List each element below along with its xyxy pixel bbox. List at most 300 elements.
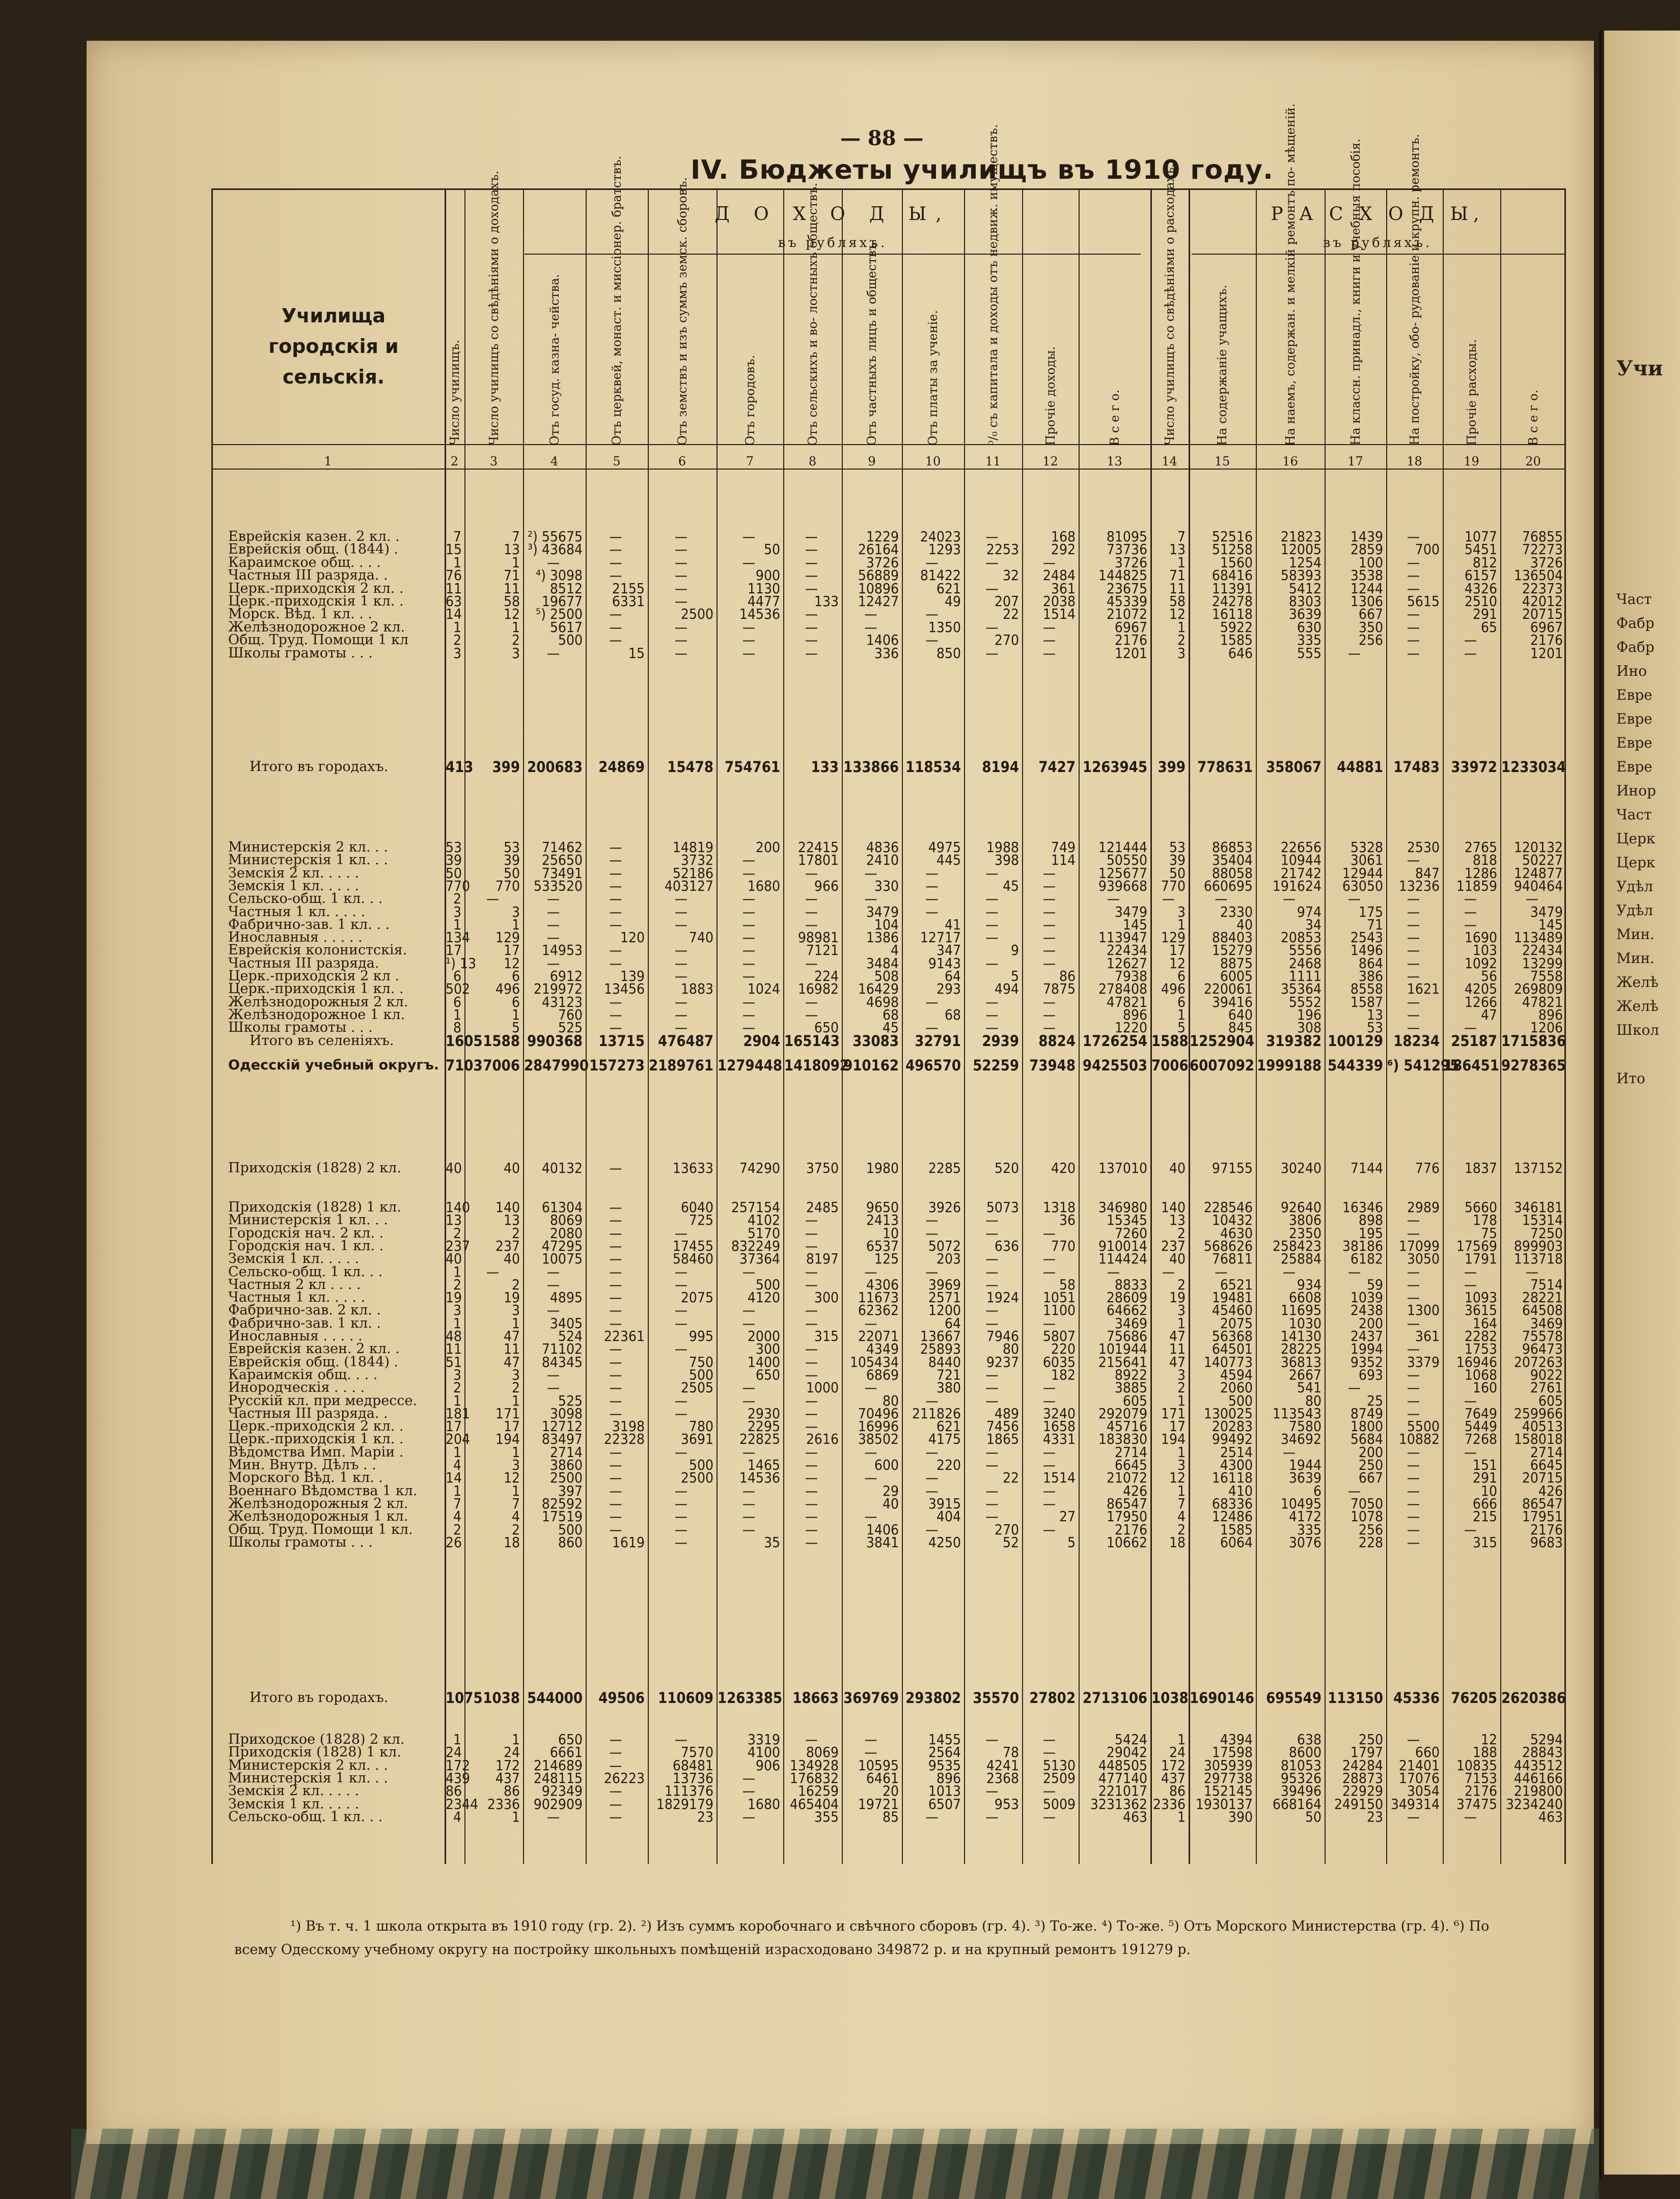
table-cell: 7268 bbox=[1464, 1431, 1497, 1448]
table-cell: — bbox=[1042, 1392, 1056, 1409]
table-cell: 58 bbox=[1059, 1276, 1076, 1293]
table-cell: 74290 bbox=[739, 1160, 780, 1176]
table-cell: 256 bbox=[1358, 631, 1383, 649]
row-label: Частныя 1 кл. . . . . bbox=[228, 903, 366, 920]
table-cell: 7946 bbox=[986, 1328, 1019, 1344]
table-cell: — bbox=[925, 903, 939, 920]
table-cell: 496 bbox=[495, 980, 520, 998]
table-cell: 770 bbox=[1051, 1237, 1076, 1254]
table-cell: — bbox=[742, 864, 756, 882]
table-cell: 114424 bbox=[1098, 1250, 1147, 1268]
table-cell: 72273 bbox=[1522, 541, 1563, 558]
table-cell: — bbox=[609, 1405, 622, 1422]
table-cell: 410 bbox=[1228, 1482, 1253, 1499]
table-cell: 13236 bbox=[1398, 877, 1440, 894]
table-cell: — bbox=[985, 1212, 999, 1229]
table-cell: 28225 bbox=[1280, 1340, 1321, 1358]
table-cell: — bbox=[742, 968, 756, 984]
table-cell: — bbox=[609, 1482, 622, 1499]
table-cell: 3639 bbox=[1288, 606, 1321, 623]
header-rule bbox=[1192, 254, 1566, 255]
row-label: Земскія 1 кл. . . . . bbox=[228, 877, 360, 894]
table-cell: 4 bbox=[453, 1808, 461, 1825]
table-cell: — bbox=[546, 644, 560, 662]
table-cell: 98981 bbox=[797, 929, 839, 946]
table-cell: — bbox=[925, 1224, 939, 1242]
table-cell: 14536 bbox=[739, 1469, 780, 1487]
table-cell: — bbox=[925, 864, 939, 882]
table-cell: 2 bbox=[1177, 1276, 1186, 1293]
table-cell: 2616 bbox=[806, 1431, 839, 1448]
table-cell: 39 bbox=[503, 851, 520, 869]
table-cell: 7427 bbox=[1038, 758, 1076, 776]
table-cell: 11 bbox=[446, 580, 462, 597]
table-cell: 2 bbox=[453, 1276, 461, 1293]
table-cell: 1 bbox=[511, 1314, 520, 1332]
row-label: Военнаго Вѣдомства 1 кл. bbox=[228, 1482, 418, 1499]
row-label: Инославныя . . . . . bbox=[228, 929, 363, 946]
table-cell: — bbox=[609, 1782, 622, 1800]
table-cell: 7570 bbox=[680, 1744, 713, 1761]
table-cell: 21401 bbox=[1398, 1756, 1440, 1774]
table-cell: 50550 bbox=[1106, 851, 1147, 869]
table-cell: — bbox=[609, 1508, 622, 1525]
table-cell: — bbox=[674, 968, 688, 984]
table-cell: — bbox=[1407, 1289, 1420, 1306]
table-cell: 2859 bbox=[1350, 541, 1383, 558]
table-cell: — bbox=[609, 631, 622, 649]
table-cell: — bbox=[925, 1392, 939, 1409]
column-header-label: На постройку, обо- рудованіе и крупн. ремонтъ. bbox=[1407, 134, 1422, 446]
table-cell: — bbox=[1407, 890, 1420, 908]
table-cell: — bbox=[674, 890, 688, 908]
column-header-7 bbox=[717, 257, 783, 446]
table-cell: — bbox=[1407, 644, 1420, 662]
table-cell: 120132 bbox=[1513, 839, 1563, 856]
table-cell: — bbox=[609, 1276, 622, 1293]
table-cell: 1 bbox=[511, 1731, 520, 1748]
table-cell: 6461 bbox=[866, 1769, 899, 1786]
table-cell: 5 bbox=[1010, 968, 1019, 984]
row-label: Фабрично-зав. 1 кл. . bbox=[228, 1315, 381, 1331]
table-cell: — bbox=[674, 644, 688, 662]
table-cell: 4630 bbox=[1220, 1224, 1253, 1242]
next-page-fragment: Удѣл bbox=[1616, 878, 1654, 895]
table-cell: — bbox=[805, 644, 818, 662]
next-page-fragment: Евре bbox=[1616, 734, 1653, 751]
table-cell: — bbox=[1042, 890, 1056, 908]
table-row bbox=[0, 646, 1579, 661]
table-cell: 2060 bbox=[1220, 1379, 1253, 1396]
table-cell: 83497 bbox=[541, 1431, 583, 1448]
table-cell: 3615 bbox=[1464, 1302, 1497, 1319]
table-cell: — bbox=[1347, 1379, 1361, 1396]
table-cell: — bbox=[674, 1482, 688, 1499]
table-cell: 2075 bbox=[680, 1289, 713, 1306]
table-cell: — bbox=[1215, 890, 1228, 908]
table-cell: 17099 bbox=[1398, 1237, 1440, 1254]
table-cell: — bbox=[805, 631, 818, 649]
table-cell: — bbox=[742, 1782, 756, 1800]
table-cell: — bbox=[1407, 1379, 1420, 1396]
row-label: Общ. Труд. Помощи 1 кл bbox=[228, 632, 409, 648]
table-cell: — bbox=[805, 1495, 818, 1512]
table-cell: 8512 bbox=[549, 580, 583, 597]
table-cell: 270 bbox=[994, 1521, 1019, 1538]
table-cell: — bbox=[609, 541, 622, 558]
table-cell: 3198 bbox=[612, 1418, 645, 1435]
table-cell: 29 bbox=[882, 1482, 899, 1499]
table-cell: — bbox=[1407, 618, 1420, 636]
table-cell: 845 bbox=[1228, 1019, 1253, 1036]
table-cell: — bbox=[674, 903, 688, 920]
table-cell: 19 bbox=[446, 1289, 462, 1306]
table-cell: — bbox=[1042, 1443, 1056, 1461]
table-cell: 34 bbox=[1305, 916, 1321, 933]
row-label: Мин. Внутр. Дѣлъ . . bbox=[228, 1457, 376, 1473]
table-cell: 248115 bbox=[533, 1769, 583, 1786]
table-cell: 2 bbox=[1177, 1379, 1186, 1396]
table-cell: 369769 bbox=[843, 1689, 899, 1707]
table-cell: 533520 bbox=[533, 877, 583, 894]
table-cell: 1406 bbox=[866, 631, 899, 649]
table-cell: — bbox=[742, 1808, 756, 1825]
table-cell: 17076 bbox=[1398, 1769, 1440, 1786]
table-cell: 28221 bbox=[1522, 1289, 1563, 1306]
table-cell: 1726254 bbox=[1082, 1032, 1147, 1050]
table-cell: 7250 bbox=[1530, 1224, 1563, 1242]
table-cell: 8749 bbox=[1350, 1405, 1383, 1422]
table-cell: 910014 bbox=[1098, 1237, 1147, 1254]
table-cell: 1924 bbox=[986, 1289, 1019, 1306]
table-cell: 2075 bbox=[1220, 1314, 1253, 1332]
table-cell: 349314 bbox=[1390, 1795, 1440, 1812]
table-cell: 776 bbox=[1415, 1160, 1440, 1176]
table-cell: 3 bbox=[511, 1456, 520, 1473]
table-cell: — bbox=[609, 1495, 622, 1512]
table-cell: 1 bbox=[453, 1263, 461, 1280]
table-cell: 49506 bbox=[598, 1689, 645, 1707]
table-cell: — bbox=[742, 644, 756, 662]
table-cell: 847 bbox=[1415, 864, 1440, 882]
column-number: 15 bbox=[1214, 454, 1230, 469]
next-page-fragment: Евре bbox=[1616, 686, 1653, 703]
table-cell: 10 bbox=[882, 1224, 899, 1242]
table-cell: 26 bbox=[446, 1533, 462, 1551]
table-cell: 84345 bbox=[541, 1353, 583, 1370]
table-cell: 76205 bbox=[1451, 1689, 1497, 1707]
table-cell: — bbox=[864, 1314, 877, 1332]
table-cell: 171 bbox=[495, 1405, 520, 1422]
table-cell: — bbox=[742, 1521, 756, 1538]
table-cell: 21072 bbox=[1106, 606, 1147, 623]
table-cell: 1318 bbox=[1042, 1199, 1076, 1216]
table-cell: 500 bbox=[558, 631, 583, 649]
table-cell: 134928 bbox=[789, 1756, 839, 1774]
column-header-label: ⁰/₀ съ капитала и доходы отъ недвиж. имуществъ. bbox=[986, 124, 1000, 446]
table-cell: — bbox=[742, 1482, 756, 1499]
table-cell: 219800 bbox=[1513, 1782, 1563, 1800]
table-cell: — bbox=[742, 528, 756, 545]
table-cell: 17950 bbox=[1106, 1508, 1147, 1525]
table-cell: — bbox=[1042, 1314, 1056, 1332]
table-cell: 11 bbox=[503, 580, 520, 597]
table-cell: 7 bbox=[453, 1495, 461, 1512]
table-cell: 9237 bbox=[986, 1353, 1019, 1370]
table-cell: — bbox=[546, 1276, 560, 1293]
table-cell: 68416 bbox=[1211, 567, 1253, 584]
table-cell: — bbox=[609, 890, 622, 908]
table-cell: 5807 bbox=[1042, 1328, 1076, 1344]
table-cell: — bbox=[486, 1263, 500, 1280]
table-cell: 97155 bbox=[1211, 1160, 1253, 1176]
table-cell: 1350 bbox=[928, 618, 961, 636]
table-cell: — bbox=[742, 954, 756, 972]
table-cell: 940464 bbox=[1513, 877, 1563, 894]
table-cell: — bbox=[1042, 1263, 1056, 1280]
table-cell: 47 bbox=[1169, 1328, 1186, 1344]
table-cell: 860 bbox=[558, 1533, 583, 1551]
table-cell: 111376 bbox=[664, 1782, 713, 1800]
table-cell: 85 bbox=[882, 1808, 899, 1825]
table-cell: 45339 bbox=[1106, 593, 1147, 610]
table-cell: 188 bbox=[1472, 1744, 1497, 1761]
table-cell: — bbox=[674, 554, 688, 571]
table-cell: 3379 bbox=[1407, 1353, 1440, 1370]
table-cell: 500 bbox=[1228, 1392, 1253, 1409]
column-header-6 bbox=[648, 177, 717, 446]
footnote-line-1: ¹) Въ т. ч. 1 школа открыта въ 1910 году (гр. 2). ²) Изъ суммъ коробочнаго и свѣчного сборовъ (гр. 4). ³) То-же. ⁴) То-же. ⁵) Отъ Морского Министерства (гр. 4). ⁶) По bbox=[290, 1918, 1490, 1934]
table-cell: 47 bbox=[1480, 1006, 1497, 1023]
table-cell: — bbox=[674, 916, 688, 933]
table-cell: — bbox=[609, 1160, 622, 1176]
table-cell: — bbox=[925, 554, 939, 571]
table-cell: 130025 bbox=[1203, 1405, 1253, 1422]
table-cell: 2176 bbox=[1464, 1782, 1497, 1800]
table-cell: 182 bbox=[1051, 1366, 1076, 1383]
row-label: Приходское (1828) 2 кл. bbox=[228, 1731, 405, 1747]
footnote-line-2: всему Одесскому учебному округу на постройку школьныхъ помѣщеній израсходовано 349872 р. и на крупный ремонтъ 191279 р. bbox=[234, 1942, 1191, 1958]
table-cell: 646 bbox=[1228, 644, 1253, 662]
table-cell: 2 bbox=[511, 631, 520, 649]
table-cell: 38186 bbox=[1342, 1237, 1383, 1254]
table-cell: 910162 bbox=[843, 1057, 899, 1074]
table-cell: 4 bbox=[1177, 1508, 1186, 1525]
table-cell: 11673 bbox=[858, 1289, 899, 1306]
table-cell: 81422 bbox=[920, 567, 961, 584]
table-cell: 183830 bbox=[1098, 1431, 1147, 1448]
table-cell: — bbox=[674, 1508, 688, 1525]
row-label: Земскія 1 кл. . . . . bbox=[228, 1251, 360, 1267]
table-cell: 476487 bbox=[658, 1032, 713, 1050]
table-cell: 2510 bbox=[1464, 593, 1497, 610]
table-cell: 12427 bbox=[858, 593, 899, 610]
table-cell: 2000 bbox=[747, 1328, 780, 1344]
table-cell: — bbox=[674, 528, 688, 545]
table-cell: 900 bbox=[755, 567, 780, 584]
table-cell: — bbox=[925, 1469, 939, 1487]
table-cell: — bbox=[742, 1019, 756, 1036]
table-cell: — bbox=[805, 1456, 818, 1473]
table-cell: — bbox=[1464, 1392, 1477, 1409]
table-cell: 9352 bbox=[1350, 1353, 1383, 1370]
table-cell: 8303 bbox=[1288, 593, 1321, 610]
table-cell: 3926 bbox=[928, 1199, 961, 1216]
table-cell: 2939 bbox=[982, 1032, 1019, 1050]
table-cell: — bbox=[1282, 890, 1296, 908]
table-cell: 660695 bbox=[1203, 877, 1253, 894]
column-number: 10 bbox=[925, 454, 941, 469]
table-cell: 1 bbox=[1177, 916, 1186, 933]
table-cell: 896 bbox=[1538, 1006, 1563, 1023]
table-cell: 465404 bbox=[789, 1795, 839, 1812]
table-cell: 1 bbox=[511, 1482, 520, 1499]
table-cell: — bbox=[864, 618, 877, 636]
table-cell: 7580 bbox=[1288, 1418, 1321, 1435]
table-cell: 1829179 bbox=[656, 1795, 713, 1812]
table-cell: — bbox=[609, 606, 622, 623]
table-cell: 500 bbox=[688, 1456, 713, 1473]
table-cell: 145 bbox=[1122, 916, 1147, 933]
table-cell: 52259 bbox=[973, 1057, 1019, 1074]
table-cell: 1 bbox=[453, 554, 461, 571]
table-cell: 5328 bbox=[1350, 839, 1383, 856]
table-cell: 9022 bbox=[1530, 1366, 1563, 1383]
table-cell: 8440 bbox=[928, 1353, 961, 1370]
table-cell: — bbox=[546, 554, 560, 571]
table-cell: 330 bbox=[874, 877, 899, 894]
table-cell: 140773 bbox=[1203, 1353, 1253, 1370]
table-cell: 4975 bbox=[928, 839, 961, 856]
column-header-18 bbox=[1386, 134, 1443, 446]
table-cell: — bbox=[925, 631, 939, 649]
table-cell: 68481 bbox=[672, 1756, 713, 1774]
table-cell: 1994 bbox=[1350, 1340, 1383, 1358]
table-cell: 12486 bbox=[1211, 1508, 1253, 1525]
table-cell: 99492 bbox=[1211, 1431, 1253, 1448]
table-cell: 404 bbox=[936, 1508, 961, 1525]
table-cell: 3726 bbox=[1530, 554, 1563, 571]
table-cell: 219972 bbox=[533, 980, 583, 998]
table-cell: 1038 bbox=[1151, 1689, 1189, 1707]
table-cell: 37364 bbox=[739, 1250, 780, 1268]
table-cell: 47295 bbox=[541, 1237, 583, 1254]
table-cell: 636 bbox=[994, 1237, 1019, 1254]
table-cell: 125 bbox=[874, 1250, 899, 1268]
table-cell: 258423 bbox=[1272, 1237, 1321, 1254]
table-cell: — bbox=[985, 1456, 999, 1473]
column-number: 19 bbox=[1464, 454, 1479, 469]
table-cell: 18 bbox=[1169, 1533, 1186, 1551]
table-cell: 124877 bbox=[1513, 864, 1563, 882]
table-cell: — bbox=[609, 1731, 622, 1748]
table-cell: 2413 bbox=[866, 1212, 899, 1229]
table-cell: 120 bbox=[620, 929, 645, 946]
table-cell: 850 bbox=[936, 644, 961, 662]
table-cell: 133866 bbox=[843, 758, 899, 776]
table-cell: 22071 bbox=[858, 1328, 899, 1344]
table-cell: — bbox=[1162, 1263, 1175, 1280]
table-cell: — bbox=[742, 618, 756, 636]
table-cell: 7121 bbox=[806, 942, 839, 959]
table-cell: 740 bbox=[688, 929, 713, 946]
table-cell: — bbox=[742, 1443, 756, 1461]
table-cell: 1 bbox=[453, 1482, 461, 1499]
table-cell: 152145 bbox=[1203, 1782, 1253, 1800]
table-cell: 17455 bbox=[672, 1237, 713, 1254]
table-cell: 14130 bbox=[1280, 1328, 1321, 1344]
next-page-fragment: Фабр bbox=[1616, 615, 1655, 631]
column-header-label: Число училищъ со свѣдѣніями о доходахъ. bbox=[486, 171, 501, 446]
table-cell: — bbox=[985, 554, 999, 571]
table-cell: 7050 bbox=[1350, 1495, 1383, 1512]
table-cell: — bbox=[1042, 1521, 1056, 1538]
table-cell: — bbox=[985, 890, 999, 908]
row-label: Желѣзнодорожныя 2 кл. bbox=[228, 1495, 408, 1511]
table-cell: 541 bbox=[1297, 1379, 1321, 1396]
table-cell: — bbox=[1407, 851, 1420, 869]
table-cell: 6064 bbox=[1220, 1533, 1253, 1551]
table-cell: — bbox=[609, 1289, 622, 1306]
table-cell: 28843 bbox=[1522, 1744, 1563, 1761]
table-cell: 1201 bbox=[1114, 644, 1147, 662]
table-cell: — bbox=[609, 1199, 622, 1216]
table-cell: — bbox=[985, 1443, 999, 1461]
next-page-fragment: Част bbox=[1616, 806, 1652, 823]
table-cell: 104 bbox=[874, 916, 899, 933]
table-cell: 35570 bbox=[973, 1689, 1019, 1707]
table-cell: — bbox=[1042, 554, 1056, 571]
table-cell: — bbox=[1464, 916, 1477, 933]
table-cell: 1038 bbox=[483, 1689, 520, 1707]
table-cell: — bbox=[546, 890, 560, 908]
table-cell: — bbox=[609, 839, 622, 856]
table-cell: 1514 bbox=[1042, 1469, 1076, 1487]
table-cell: 76 bbox=[446, 567, 462, 584]
table-cell: 2410 bbox=[866, 851, 899, 869]
table-cell: 2344 bbox=[446, 1795, 479, 1812]
row-label: Фабрично-зав. 2 кл. . bbox=[228, 1302, 381, 1318]
table-cell: 68 bbox=[882, 1006, 899, 1023]
row-label: Частныя III разряда. . bbox=[228, 567, 388, 584]
table-cell: 2509 bbox=[1042, 1769, 1076, 1786]
table-cell: 1 bbox=[453, 618, 461, 636]
table-cell: 1293 bbox=[928, 541, 961, 558]
next-page-strip bbox=[1604, 31, 1680, 2175]
table-cell: — bbox=[674, 1224, 688, 1242]
table-cell: 11 bbox=[503, 1340, 520, 1358]
table-cell: 3 bbox=[1177, 1302, 1186, 1319]
row-label: Земскія 2 кл. . . . . bbox=[228, 865, 360, 881]
table-cell: — bbox=[1464, 1276, 1477, 1293]
table-cell: 355 bbox=[814, 1808, 839, 1825]
table-cell: — bbox=[1042, 916, 1056, 933]
table-cell: 207263 bbox=[1513, 1353, 1563, 1370]
table-cell: 974 bbox=[1297, 903, 1321, 920]
table-cell: 52 bbox=[1002, 1533, 1019, 1551]
table-cell: 40 bbox=[446, 1160, 462, 1176]
table-cell: 40132 bbox=[541, 1160, 583, 1176]
table-cell: 191624 bbox=[1272, 877, 1321, 894]
table-cell: 16946 bbox=[1456, 1353, 1497, 1370]
table-cell: 1 bbox=[1177, 1006, 1186, 1023]
table-cell: 80 bbox=[1305, 1392, 1321, 1409]
table-cell: 2 bbox=[453, 631, 461, 649]
table-cell: 21072 bbox=[1106, 1469, 1147, 1487]
table-cell: 15 bbox=[446, 541, 462, 558]
table-cell: — bbox=[609, 1019, 622, 1036]
table-cell: 196 bbox=[1297, 1006, 1321, 1023]
